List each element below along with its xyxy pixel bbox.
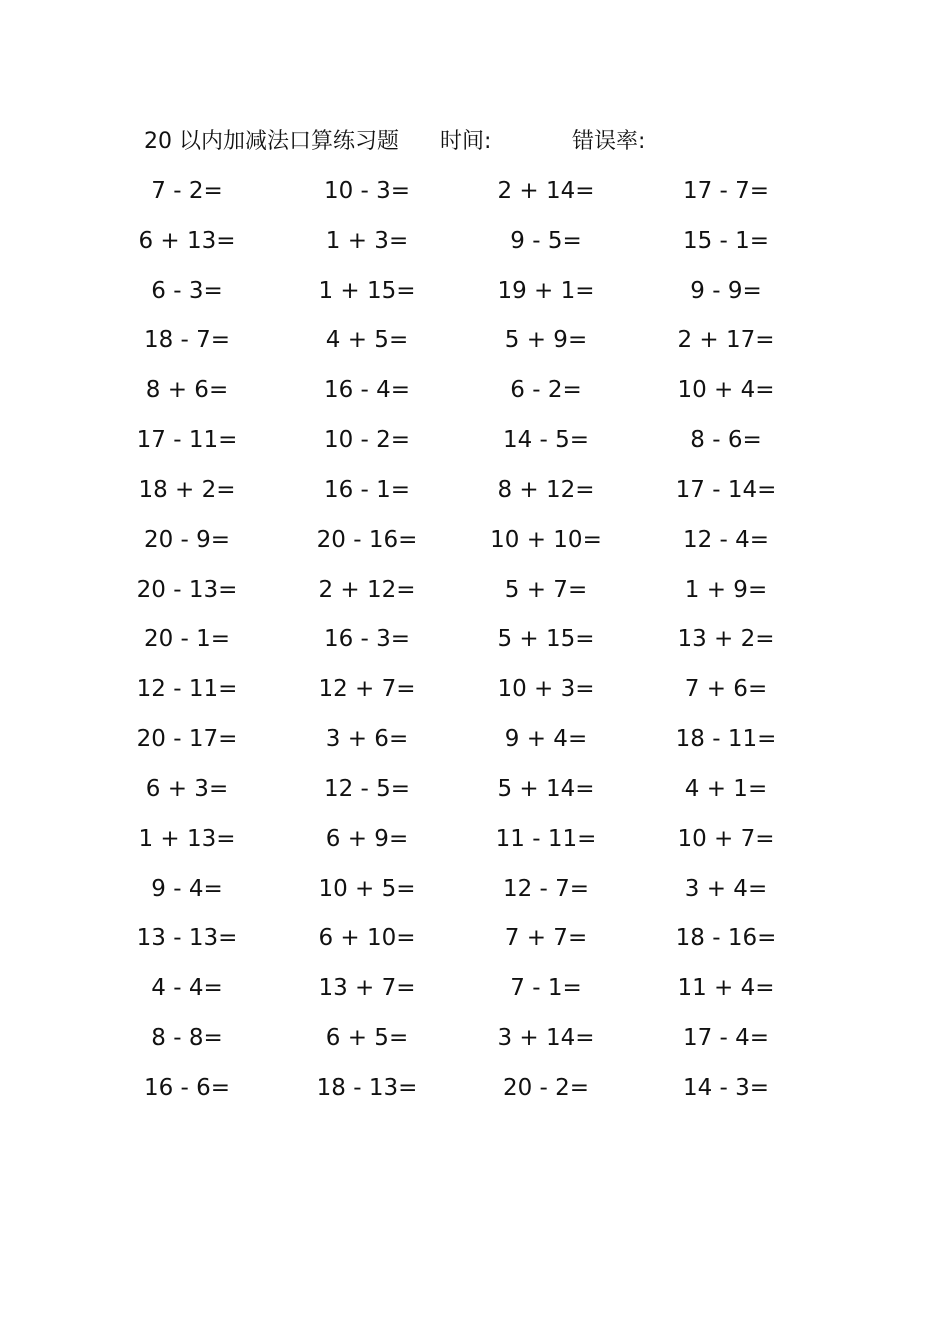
math-problem: 13 + 7=	[318, 975, 416, 1002]
math-problem: 12 - 4=	[682, 526, 770, 553]
math-problem: 17 - 11=	[136, 427, 238, 454]
math-problem: 18 - 16=	[675, 925, 777, 952]
math-problem: 6 - 2=	[510, 377, 582, 404]
math-problem: 7 - 2=	[151, 178, 223, 204]
math-problem: 4 + 5=	[325, 327, 409, 354]
math-problem: 9 - 9=	[690, 277, 762, 304]
math-problem: 17 - 14=	[675, 476, 777, 503]
math-problem: 20 - 2=	[502, 1074, 590, 1101]
math-problem: 1 + 9=	[684, 576, 768, 603]
math-problem: 16 - 3=	[323, 626, 411, 653]
math-problem: 3 + 6=	[325, 726, 409, 753]
math-problem: 12 + 7=	[318, 676, 416, 703]
math-problem: 4 - 4=	[151, 975, 223, 1002]
math-problem: 20 - 9=	[143, 526, 231, 553]
math-problem: 5 + 9=	[504, 327, 588, 354]
math-problem: 12 - 11=	[136, 676, 238, 703]
problem-column-2	[302, 172, 432, 1119]
math-problem: 10 + 7=	[677, 825, 775, 852]
math-problem: 3 + 4=	[684, 875, 768, 902]
math-problem: 6 + 13=	[138, 227, 236, 254]
math-problem: 5 + 15=	[497, 626, 595, 653]
math-problem: 18 - 7=	[143, 327, 231, 354]
math-problem: 12 - 7=	[502, 875, 590, 902]
math-problem: 7 + 7=	[504, 925, 588, 952]
math-problem: 10 + 5=	[318, 875, 416, 902]
math-problem: 8 - 8=	[151, 1025, 223, 1052]
math-problem: 19 + 1=	[497, 277, 595, 304]
math-problem: 10 + 3=	[497, 676, 595, 703]
error-rate-label: 错误率:	[572, 129, 646, 154]
math-problem: 6 + 9=	[325, 825, 409, 852]
math-problem: 20 - 16=	[316, 526, 418, 553]
math-problem: 10 - 3=	[323, 178, 411, 204]
math-problem: 14 - 3=	[682, 1074, 770, 1101]
math-problem: 5 + 14=	[497, 775, 595, 802]
math-problem: 20 - 13=	[136, 576, 238, 603]
problem-column-3	[481, 172, 611, 1119]
math-problem: 20 - 1=	[143, 626, 231, 653]
math-problem: 18 - 13=	[316, 1074, 418, 1101]
math-problem: 2 + 12=	[318, 576, 416, 603]
worksheet-title: 20 以内加减法口算练习题	[144, 129, 399, 154]
math-problem: 17 - 7=	[682, 178, 770, 204]
math-problem: 6 - 3=	[151, 277, 223, 304]
math-problem: 1 + 15=	[318, 277, 416, 304]
math-problem: 6 + 5=	[325, 1025, 409, 1052]
math-problem: 9 - 5=	[510, 227, 582, 254]
math-problem: 9 + 4=	[504, 726, 588, 753]
math-problem: 14 - 5=	[502, 427, 590, 454]
problem-column-4	[661, 172, 791, 1119]
math-problem: 8 + 12=	[497, 476, 595, 503]
math-problem: 9 - 4=	[151, 875, 223, 902]
math-problem: 13 - 13=	[136, 925, 238, 952]
math-problem: 11 - 11=	[495, 825, 597, 852]
math-problem: 10 - 2=	[323, 427, 411, 454]
math-problem: 18 - 11=	[675, 726, 777, 753]
math-problem: 16 - 6=	[143, 1074, 231, 1101]
math-problem: 15 - 1=	[682, 227, 770, 254]
math-problem: 2 + 14=	[497, 178, 595, 204]
math-problem: 18 + 2=	[138, 476, 236, 503]
math-problem: 20 - 17=	[136, 726, 238, 753]
math-problem: 1 + 3=	[325, 227, 409, 254]
math-problem: 16 - 4=	[323, 377, 411, 404]
math-problem: 12 - 5=	[323, 775, 411, 802]
problem-column-1	[122, 172, 252, 1119]
math-problem: 8 - 6=	[690, 427, 762, 454]
math-problem: 13 + 2=	[677, 626, 775, 653]
math-problem: 5 + 7=	[504, 576, 588, 603]
math-problem: 8 + 6=	[145, 377, 229, 404]
math-problem: 2 + 17=	[677, 327, 775, 354]
math-problem: 11 + 4=	[677, 975, 775, 1002]
math-problem: 7 - 1=	[510, 975, 582, 1002]
math-problem: 16 - 1=	[323, 476, 411, 503]
math-problem: 6 + 3=	[145, 775, 229, 802]
math-problem: 10 + 10=	[490, 526, 602, 553]
math-problem: 17 - 4=	[682, 1025, 770, 1052]
math-problem: 4 + 1=	[684, 775, 768, 802]
time-label: 时间:	[440, 129, 492, 154]
math-problem: 1 + 13=	[138, 825, 236, 852]
math-problem: 10 + 4=	[677, 377, 775, 404]
math-problem: 3 + 14=	[497, 1025, 595, 1052]
math-problem: 6 + 10=	[318, 925, 416, 952]
math-problem: 7 + 6=	[684, 676, 768, 703]
